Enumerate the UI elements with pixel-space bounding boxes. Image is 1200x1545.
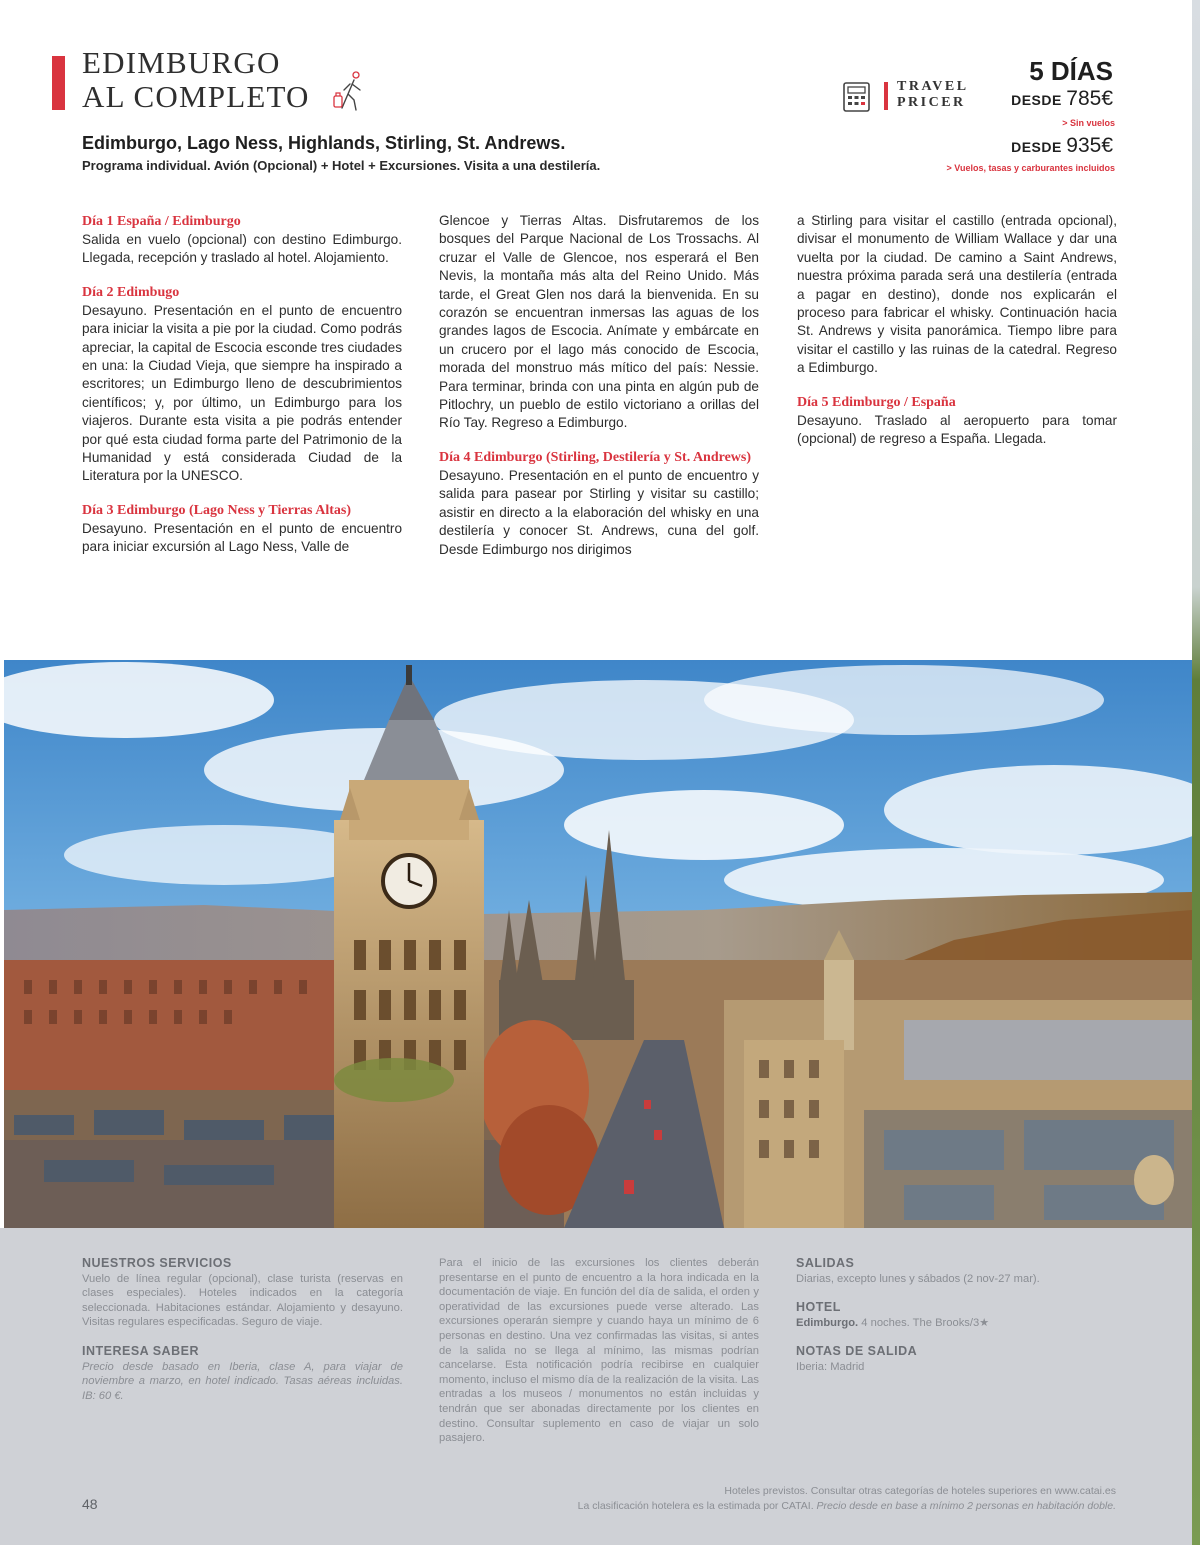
price-with-flights — [1011, 134, 1113, 158]
page-title — [82, 46, 310, 114]
day-5 — [797, 393, 1117, 449]
interest-text: Precio desde basado en Iberia, clase A, para viajar de noviembre a marzo, en hotel indicado. Tasas aéreas incluidas. IB: 60 €. — [82, 1360, 403, 1402]
day-title: Día 5 Edimburgo / España — [797, 394, 956, 410]
day-2 — [82, 283, 402, 486]
hotel-city: Edimburgo. — [796, 1316, 859, 1329]
departure-notes-text: Iberia: Madrid — [796, 1360, 865, 1373]
excursions-conditions: Para el inicio de las excursiones los clientes deberán presentarse en el punto de encuentro a la hora indicada en la documentación de viaje. En función del día de salida, el orden y operatividad de las excursiones puede verse alterado. Las excursiones operarán siempre y cuando haya un mínimo de 6 personas en destino. Una vez confirmadas las visitas, si antes de la salida no se llega al mínimo, las mismas podrían cancelarse. Esta notificación podría recibirse en cualquier momento, incluso el mismo día de la realización de la visita. Las entradas a los museos / monumentos no están incluidas y tendrán que ser abonadas directamente por los clientes en destino. Consultar suplemento en caso de viajar un solo pasajero. — [439, 1257, 759, 1445]
departures-text: Diarias, excepto lunes y sábados (2 nov-27 mar). — [796, 1272, 1040, 1285]
price-value: 785€ — [1066, 87, 1113, 110]
day-text: Salida en vuelo (opcional) con destino Edimburgo. Llegada, recepción y traslado al hotel. Alojamiento. — [82, 232, 402, 266]
day-title: Día 3 Edimburgo (Lago Ness y Tierras Altas) — [82, 502, 351, 518]
adjacent-page-edge — [1192, 0, 1200, 1545]
day-1 — [82, 212, 402, 268]
day-3-continued: Glencoe y Tierras Altas. Disfrutaremos de los bosques del Parque Nacional de Los Trossachs. Al cruzar el Valle de Glencoe, nos esperará el Ben Nevis, la montaña más alta del Reino Unido. Más tarde, el Great Glen nos dará la bienvenida. En su corazón se encuentran inmersas las aguas de los grandes lagos de Escocia. Anímate y embárcate en un crucero por el lago más conocido de Escocia, morada del monstruo más mítico del país: Nessie. Para terminar, brinda con una pinta en algún pub de Pitlochry, un pueblo de estilo victoriano a orillas del Río Tay. Regreso a Edimburgo. — [439, 213, 759, 431]
day-text: Desayuno. Traslado al aeropuerto para tomar (opcional) de regreso a España. Llegada. — [797, 412, 1117, 447]
info-column-2 — [439, 1256, 759, 1460]
footer-line-2 — [578, 1499, 1116, 1514]
price-without-flights — [1011, 87, 1113, 111]
footer-price-basis: Precio desde en base a mínimo 2 personas en habitación doble. — [816, 1500, 1116, 1512]
walking-traveler-icon — [330, 70, 366, 112]
day-title: Día 2 Edimbugo — [82, 284, 180, 300]
departure-notes-heading: NOTAS DE SALIDA — [796, 1344, 918, 1359]
page-number: 48 — [82, 1496, 98, 1512]
itinerary-column-1 — [82, 212, 402, 572]
hotel-heading: HOTEL — [796, 1300, 841, 1315]
footer-notes — [578, 1484, 1116, 1514]
pricer-line-2: PRICER — [897, 95, 966, 110]
title-line-2: AL COMPLETO — [82, 79, 310, 114]
day-title: Día 1 España / Edimburgo — [82, 214, 241, 229]
title-accent-bar — [52, 56, 65, 110]
itinerary-column-2 — [439, 212, 759, 574]
day-4 — [439, 448, 759, 559]
price-note-flights-included: > Vuelos, tasas y carburantes incluidos — [946, 163, 1115, 173]
services-heading: NUESTROS SERVICIOS — [82, 1256, 232, 1270]
calculator-icon — [843, 82, 870, 112]
program-description: Programa individual. Avión (Opcional) + Hotel + Excursiones. Visita a una destilería. — [82, 158, 601, 173]
info-column-3 — [796, 1256, 1116, 1389]
itinerary-column-3 — [797, 212, 1117, 463]
services-text: Vuelo de línea regular (opcional), clase turista (reservas en clases especiales). Hoteles indicados en la categoría seleccionada. Habitaciones estándar. Alojamiento y desayuno. Visitas regulares especificadas. Seguro de viaje. — [82, 1272, 403, 1329]
day-text: Desayuno. Presentación en el punto de encuentro para iniciar excursión al Lago Ness, Valle de — [82, 520, 402, 555]
pricer-line-1: TRAVEL — [897, 79, 969, 94]
interest-heading: INTERESA SABER — [82, 1343, 199, 1358]
day-3 — [82, 501, 402, 557]
travel-pricer-logo — [897, 79, 969, 111]
price-label: DESDE — [1011, 139, 1062, 155]
destinations-subtitle: Edimburgo, Lago Ness, Highlands, Stirling, St. Andrews. — [82, 133, 566, 153]
day-title: Día 4 Edimburgo (Stirling, Destilería y St. Andrews) — [439, 449, 752, 465]
footer-line-1: Hoteles previstos. Consultar otras categorías de hoteles superiores en www.catai.es — [724, 1485, 1116, 1497]
price-value: 935€ — [1066, 134, 1113, 157]
footer-classification: La clasificación hotelera es la estimada por CATAI. — [577, 1500, 814, 1512]
hotel-details: 4 noches. The Brooks/3★ — [861, 1316, 990, 1329]
day-text: Desayuno. Presentación en el punto de encuentro para iniciar la visita a pie por la ciudad. Como podrás apreciar, la capital de Escocia esconde tres ciudades en una: la Ciudad Vieja, que siempre ha inspirado a escritores; un Edimburgo lleno de descubrimientos científicos; y, por último, un Edimburgo para los viajeros. Durante esta visita a pie podrás entender por qué esta ciudad forma parte del Patrimonio de la Humanidad y está considerada Ciudad de la Literatura por la UNESCO. — [82, 302, 402, 484]
day-4-continued: a Stirling para visitar el castillo (entrada opcional), divisar el monumento de William Wallace y dar una vuelta por la ciudad. De camino a Saint Andrews, nuestra próxima parada será una destilería (entrada a pagar en destino), donde nos explicarán el proceso para fabricar el whisky. Continuación hacia St. Andrews y visita panorámica. Tiempo libre para visitar el castillo y las ruinas de la catedral. Regreso a Edimburgo. — [797, 213, 1117, 376]
price-label: DESDE — [1011, 92, 1062, 108]
title-line-1: EDIMBURGO — [82, 45, 281, 80]
price-note-no-flights: > Sin vuelos — [1062, 118, 1115, 128]
trip-duration: 5 DÍAS — [1029, 56, 1113, 86]
info-column-1 — [82, 1256, 403, 1417]
edinburgh-skyline-photo — [4, 660, 1192, 1228]
hotel-text — [796, 1316, 1116, 1331]
day-text: Desayuno. Presentación en el punto de encuentro y salida para pasear por Stirling y visitar su castillo; asistir en directo a la elaboración del whisky en una destilería y conocer St. Andrews, cuna del golf. Desde Edimburgo nos dirigimos — [439, 467, 759, 557]
departures-heading: SALIDAS — [796, 1256, 855, 1270]
travel-pricer-accent — [884, 82, 888, 110]
